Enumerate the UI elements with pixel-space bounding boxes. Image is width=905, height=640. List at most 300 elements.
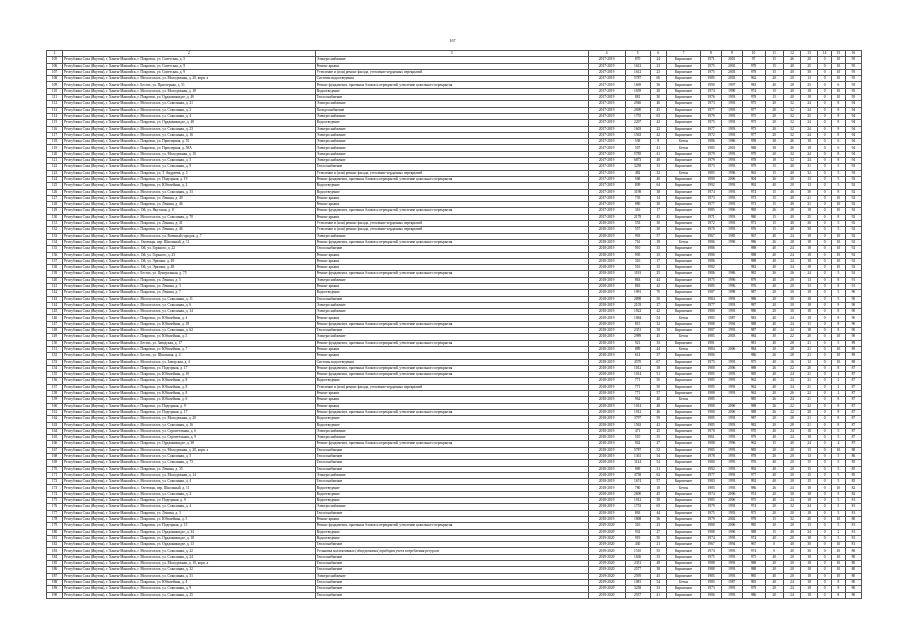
table-cell: 2006 [721,523,742,529]
table-cell: 2017-2019 [588,107,625,113]
table-cell: 20 [765,523,783,529]
table-cell: 2017-2019 [588,101,625,107]
table-cell: 64 [650,183,666,189]
table-cell: 24 [783,258,800,264]
table-cell: 988 [742,567,765,573]
table-cell: Электроснабжение [315,472,588,478]
table-cell: 2018-2019 [588,384,625,390]
table-cell: Кирпичное [666,246,700,252]
table-cell: 20 [765,592,783,598]
table-cell: 0 [818,340,832,346]
table-cell: 1985 [701,378,722,384]
table-cell: 962 [742,391,765,397]
table-cell: 40 [783,529,800,535]
table-cell: Водоотведение [315,290,588,296]
table-cell: 162 [47,416,63,422]
table-cell: 977 [742,132,765,138]
table-cell: 1980 [701,523,722,529]
table-cell: 0 [818,208,832,214]
table-cell: Республика Саха (Якутия), г. Ханты-Мансийск, г. Покровск, ул. Ленина, д. 3 [63,510,316,516]
table-cell: 1993 [721,561,742,567]
table-cell: Республика Саха (Якутия), г. Ханты-Мансийск, г. Мохсоголлох, ул. Молодежная, д. 10, корп. а [63,561,316,567]
table-cell: 41 [650,145,666,151]
table-cell: 123 [47,170,63,176]
table-cell: Республика Саха (Якутия), г. Ханты-Мансийск, г. Покровск, ул. Юбилейная, д. 7 [63,346,316,352]
table-cell: Кирпичное [666,252,700,258]
table-cell: Кирпичное [666,353,700,359]
table-cell: 0 [818,586,832,592]
table-cell: 92 [845,258,861,264]
table-cell: 16 [783,359,800,365]
table-cell: 1987 [701,328,722,334]
table-cell: 0 [818,403,832,409]
table-cell: 21 [801,195,818,201]
table-cell: Республика Саха (Якутия), г. Ханты-Мансийск, г. Покровск, ул. Орджоникидзе, д. 40 [63,95,316,101]
table-cell: Холодоснабжение [315,107,588,113]
table-cell: 980 [742,214,765,220]
table-cell: 992 [742,183,765,189]
table-cell: 89 [845,353,861,359]
table-cell: Кирпичное [666,290,700,296]
table-cell: 2001 [721,57,742,63]
table-cell: 5 [832,510,846,516]
table-cell: 90 [845,290,861,296]
table-cell: 1993 [721,328,742,334]
table-cell: 5 [832,227,846,233]
table-cell: 1986 [701,271,722,277]
table-cell: 30 [801,227,818,233]
table-cell: 2103 [625,302,650,308]
table-cell: 0 [818,151,832,157]
table-cell: 2019-2020 [588,567,625,573]
table-cell: 165 [47,435,63,441]
table-cell: 40 [650,176,666,182]
column-header: 1 [47,51,63,57]
table-cell: 18 [801,233,818,239]
table-cell: 978 [742,516,765,522]
table-cell: Кирпичное [666,76,700,82]
table-cell: Кирпичное [666,365,700,371]
table-cell: 0 [818,170,832,176]
table-cell: Водоотведение [315,529,588,535]
table-cell: 2018-2019 [588,372,625,378]
table-cell: 5787 [625,447,650,453]
table-cell: Республика Саха (Якутия), г. Ханты-Мансийск, г. Мохсоголлох, ул. Молодежная, д. 10 [63,151,316,157]
table-cell: 1808 [625,516,650,522]
table-cell: 15 [765,202,783,208]
table-cell: 8 [832,321,846,327]
table-cell: 24 [783,233,800,239]
table-cell: 20 [765,107,783,113]
table-cell: 986 [742,296,765,302]
table-cell: 20 [783,76,800,82]
table-cell: 81 [845,498,861,504]
table-cell: Кирпичное [666,510,700,516]
table-cell: 1993 [721,359,742,365]
table-cell: 40 [783,63,800,69]
table-cell: 27 [650,529,666,535]
table-cell: 2006 [721,365,742,371]
table-cell: 2018-2019 [588,460,625,466]
table-cell: Кирпичное [666,378,700,384]
table-cell: 132 [47,227,63,233]
table-cell: 1993 [721,454,742,460]
table-cell: 18 [801,315,818,321]
table-cell: 978 [742,69,765,75]
table-cell: 24 [783,592,800,598]
table-cell: Республика Саха (Якутия), г. Ханты-Мансийск, г. Мохсоголлох, ул. Соколиная, д. 9 [63,164,316,170]
table-cell: 5 [832,183,846,189]
table-cell: 40 [765,233,783,239]
table-cell: 2017-2019 [588,82,625,88]
table-cell: 986 [742,592,765,598]
table-cell: Республика Саха (Якутия), г. Ханты-Мансийск, г. Покровск, ул. Ленина, д. 46 [63,227,316,233]
table-cell: 40 [783,170,800,176]
table-cell: 52 [650,447,666,453]
table-cell: 113 [47,107,63,113]
table-cell: Электроснабжение [315,113,588,119]
table-cell: 20 [765,346,783,352]
table-cell: 24 [783,315,800,321]
table-cell: 187 [47,573,63,579]
table-cell: 2017-2019 [588,183,625,189]
table-cell: 1973 [701,195,722,201]
table-cell: Электроснабжение [315,145,588,151]
table-cell: 20 [783,561,800,567]
table-cell: Кирпичное [666,573,700,579]
table-cell: 0 [818,485,832,491]
table-cell: 175 [47,498,63,504]
table-cell: 17 [650,258,666,264]
table-cell: 18 [801,290,818,296]
table-cell: Электроснабжение [315,126,588,132]
table-cell: 0 [818,479,832,485]
table-cell: 67 [650,359,666,365]
table-cell: 0 [818,107,832,113]
table-cell: 21 [801,384,818,390]
table-cell: 986 [742,239,765,245]
table-cell: Республика Саха (Якутия), г. Ханты-Мансийск, г. Мохсоголлох, ул. Соколиная, д. 2 [63,491,316,497]
table-cell: 8 [832,132,846,138]
table-cell: 40 [765,554,783,560]
table-cell: 1979 [701,516,722,522]
table-cell: 0 [818,535,832,541]
table-cell: 20 [801,334,818,340]
table-cell: 1976 [701,95,722,101]
table-cell: 92 [845,252,861,258]
table-cell: 2003 [721,69,742,75]
table-cell: 2018-2019 [588,510,625,516]
table-cell: 93 [845,170,861,176]
table-cell: 1993 [721,202,742,208]
table-cell: 24 [801,441,818,447]
table-cell: 86 [845,454,861,460]
table-cell: 1985 [701,498,722,504]
table-cell: 48 [650,403,666,409]
register-table [46,50,862,599]
table-cell: Республика Саха (Якутия), г. Ханты-Мансийск, с. Ой, ул. Эркээни, д. 49 [63,258,316,264]
table-cell: 87 [845,441,861,447]
table-cell: 1993 [721,195,742,201]
table-cell: Республика Саха (Якутия), г. Ханты-Мансийск, г. Мохсоголлох, ул. Соколиная, д. 9 [63,586,316,592]
table-cell: Кирпичное [666,107,700,113]
table-cell: 1985 [701,447,722,453]
table-cell: Водоотведение [315,183,588,189]
table-cell: 2006 [721,346,742,352]
table-cell: 10 [832,485,846,491]
table-cell: 988 [742,321,765,327]
table-cell: Республика Саха (Якутия), г. Ханты-Мансийск, г. Мохсоголлох, ул. Соколиная, д. 70 [63,214,316,220]
table-cell: 3258 [625,164,650,170]
table-cell: 5 [832,479,846,485]
table-cell: 157 [47,384,63,390]
table-cell: Кирпичное [666,328,700,334]
table-cell: 20 [765,416,783,422]
table-cell: 985 [742,573,765,579]
table-cell: 18 [650,485,666,491]
table-cell: 24 [801,151,818,157]
table-cell: 26 [765,365,783,371]
table-cell: 24 [801,529,818,535]
table-cell: 0 [818,542,832,548]
table-cell: 140 [47,277,63,283]
table-cell: 152 [47,353,63,359]
table-cell: 962 [742,384,765,390]
table-cell: 975 [742,510,765,516]
table-cell: 10 [832,57,846,63]
table-cell: 1985 [701,416,722,422]
table-cell: 40 [765,246,783,252]
table-cell: Водоотведение [315,378,588,384]
table-cell: 80 [845,567,861,573]
table-cell: Установка коллективных (общедомовых) приборов учета потребления ресурсов [315,548,588,554]
table-cell: 21 [801,416,818,422]
table-cell: 15 [765,221,783,227]
table-cell: 975 [742,120,765,126]
table-cell: 1985 [701,384,722,390]
table-cell: 32 [783,126,800,132]
table-cell: 28 [783,82,800,88]
table-cell: 20 [765,113,783,119]
table-cell: 869 [625,466,650,472]
table-cell: 177 [47,510,63,516]
table-cell: Республика Саха (Якутия), г. Ханты-Мансийск, г. Мохсоголлох, ул. Молодежная, д. 20, корп. а [63,447,316,453]
table-cell: 8 [832,315,846,321]
table-cell: 15 [765,516,783,522]
table-cell: 37 [650,353,666,359]
table-cell: 171 [47,472,63,478]
table-cell: Кирпичное [666,567,700,573]
table-cell: Электроснабжение [315,57,588,63]
table-cell: 105 [47,57,63,63]
table-cell: 430 [625,542,650,548]
table-cell: 1674 [625,479,650,485]
table-cell: 983 [742,579,765,585]
table-cell: 94 [845,145,861,151]
table-cell: Кирпичное [666,101,700,107]
table-cell: 316 [625,258,650,264]
table-cell: 979 [742,151,765,157]
table-cell: 136 [47,252,63,258]
table-cell: 26 [783,391,800,397]
table-cell: 974 [742,491,765,497]
table-row [47,592,862,598]
table-cell: 0 [818,265,832,271]
table-cell: 10 [832,554,846,560]
table-cell: 1972 [701,132,722,138]
table-cell: 118 [47,139,63,145]
table-cell: 178 [47,516,63,522]
table-cell: 23 [650,63,666,69]
table-cell: 1985 [721,233,742,239]
table-cell: Кирпичное [666,409,700,415]
table-cell: 8 [832,158,846,164]
table-cell: 10 [832,95,846,101]
table-cell: 54 [650,579,666,585]
table-cell: 20 [783,176,800,182]
table-cell: Теплоснабжение [315,328,588,334]
table-cell: 28 [783,239,800,245]
table-cell: 27 [650,441,666,447]
table-cell: 40 [765,183,783,189]
table-cell: 121 [47,158,63,164]
table-cell: Ремонт фундамента, проемных блоков и перекрытий, утепление цокольного перекрытия [315,372,588,378]
table-cell: 95 [845,76,861,82]
table-cell: 1993 [721,132,742,138]
table-cell: Республика Саха (Якутия), г. Ханты-Мансийск, г. Покровск, ул. Юбилейная, д. 18 [63,321,316,327]
column-header: 12 [783,51,800,57]
table-cell: 106 [47,63,63,69]
table-cell: 1985 [701,485,722,491]
table-cell: 70 [650,290,666,296]
table-cell: 1987 [721,315,742,321]
table-cell: Республика Саха (Якутия), г. Ханты-Мансийск, г. Покровск, ул. Орджоникидзе, д. 48 [63,120,316,126]
table-cell: 40 [783,548,800,554]
table-cell: Бетон [666,579,700,585]
table-cell: 1669 [625,82,650,88]
table-cell: 40 [765,277,783,283]
table-cell: 2690 [625,107,650,113]
table-cell: 1974 [701,491,722,497]
table-cell: 40 [765,378,783,384]
table-cell: Кирпичное [666,227,700,233]
table-cell: 5 [832,271,846,277]
table-cell: 1014 [625,403,650,409]
table-cell: 8 [832,309,846,315]
table-cell: 30 [783,290,800,296]
table-cell: 0 [818,246,832,252]
table-cell: 0 [818,139,832,145]
table-cell: 903 [625,233,650,239]
table-cell: 181 [47,535,63,541]
table-cell: 159 [47,397,63,403]
table-cell: 87 [845,428,861,434]
table-cell: 94 [845,120,861,126]
table-cell: 1084 [625,315,650,321]
table-cell: 30 [783,302,800,308]
table-cell: 2 [832,529,846,535]
table-cell: 45 [650,107,666,113]
table-cell: 2017-2019 [588,126,625,132]
table-cell: 21 [801,422,818,428]
table-cell: Кирпичное [666,416,700,422]
table-cell: 0 [818,491,832,497]
table-cell: 2018-2019 [588,302,625,308]
table-cell: 135 [47,246,63,252]
table-cell: 90 [845,302,861,308]
table-cell: 2 [832,384,846,390]
table-cell: 0 [818,120,832,126]
table-cell: 1993 [721,472,742,478]
table-cell: 46 [650,101,666,107]
table-cell: 81 [845,529,861,535]
table-cell: 35 [650,265,666,271]
table-cell: 148 [47,328,63,334]
table-cell: 13 [801,277,818,283]
table-cell: 10 [832,567,846,573]
table-cell: 976 [742,460,765,466]
table-cell: Системы водоотведения [315,76,588,82]
table-cell: 25 [801,214,818,220]
table-cell: Бетон [666,139,700,145]
table-cell: 2 [832,378,846,384]
table-cell: 1993 [721,535,742,541]
table-cell: 90 [845,296,861,302]
table-cell: 24 [783,579,800,585]
table-cell: 975 [742,359,765,365]
table-cell: 57 [650,233,666,239]
table-cell: 2019-2020 [588,592,625,598]
table-cell: 46 [783,189,800,195]
table-cell: 143 [47,296,63,302]
table-cell: 8 [832,586,846,592]
table-cell: 987 [742,290,765,296]
table-cell: 1993 [721,101,742,107]
table-cell: 13 [801,183,818,189]
table-cell: 87 [845,409,861,415]
table-cell: 10 [832,561,846,567]
table-cell: 1980 [701,309,722,315]
table-cell: 8 [832,151,846,157]
table-cell: 24 [783,378,800,384]
table-cell: 13 [801,283,818,289]
table-cell: 18 [801,239,818,245]
table-cell: 614 [625,353,650,359]
table-cell: 18 [801,145,818,151]
table-cell: 1980 [701,409,722,415]
table-cell: 119 [47,145,63,151]
table-cell: Республика Саха (Якутия), г. Ханты-Мансийск, г. Мохсоголлох, ул. Соколиная, д. 21 [63,101,316,107]
table-cell: 1985 [701,334,722,340]
table-cell: 10 [832,346,846,352]
table-cell: 0 [818,359,832,365]
table-cell: 1361 [625,454,650,460]
table-cell: 1977 [701,126,722,132]
table-cell: 0 [818,214,832,220]
table-cell: Электроснабжение [315,435,588,441]
table-cell: 974 [742,88,765,94]
table-cell: 6 [832,145,846,151]
table-cell: 20 [801,57,818,63]
table-cell: 90 [845,309,861,315]
table-cell: 89 [845,340,861,346]
table-cell: 1659 [625,88,650,94]
table-cell: 1975 [701,63,722,69]
table-cell: 1961 [701,435,722,441]
table-cell: 115 [47,120,63,126]
table-cell: 921 [625,340,650,346]
table-cell: 57 [650,479,666,485]
